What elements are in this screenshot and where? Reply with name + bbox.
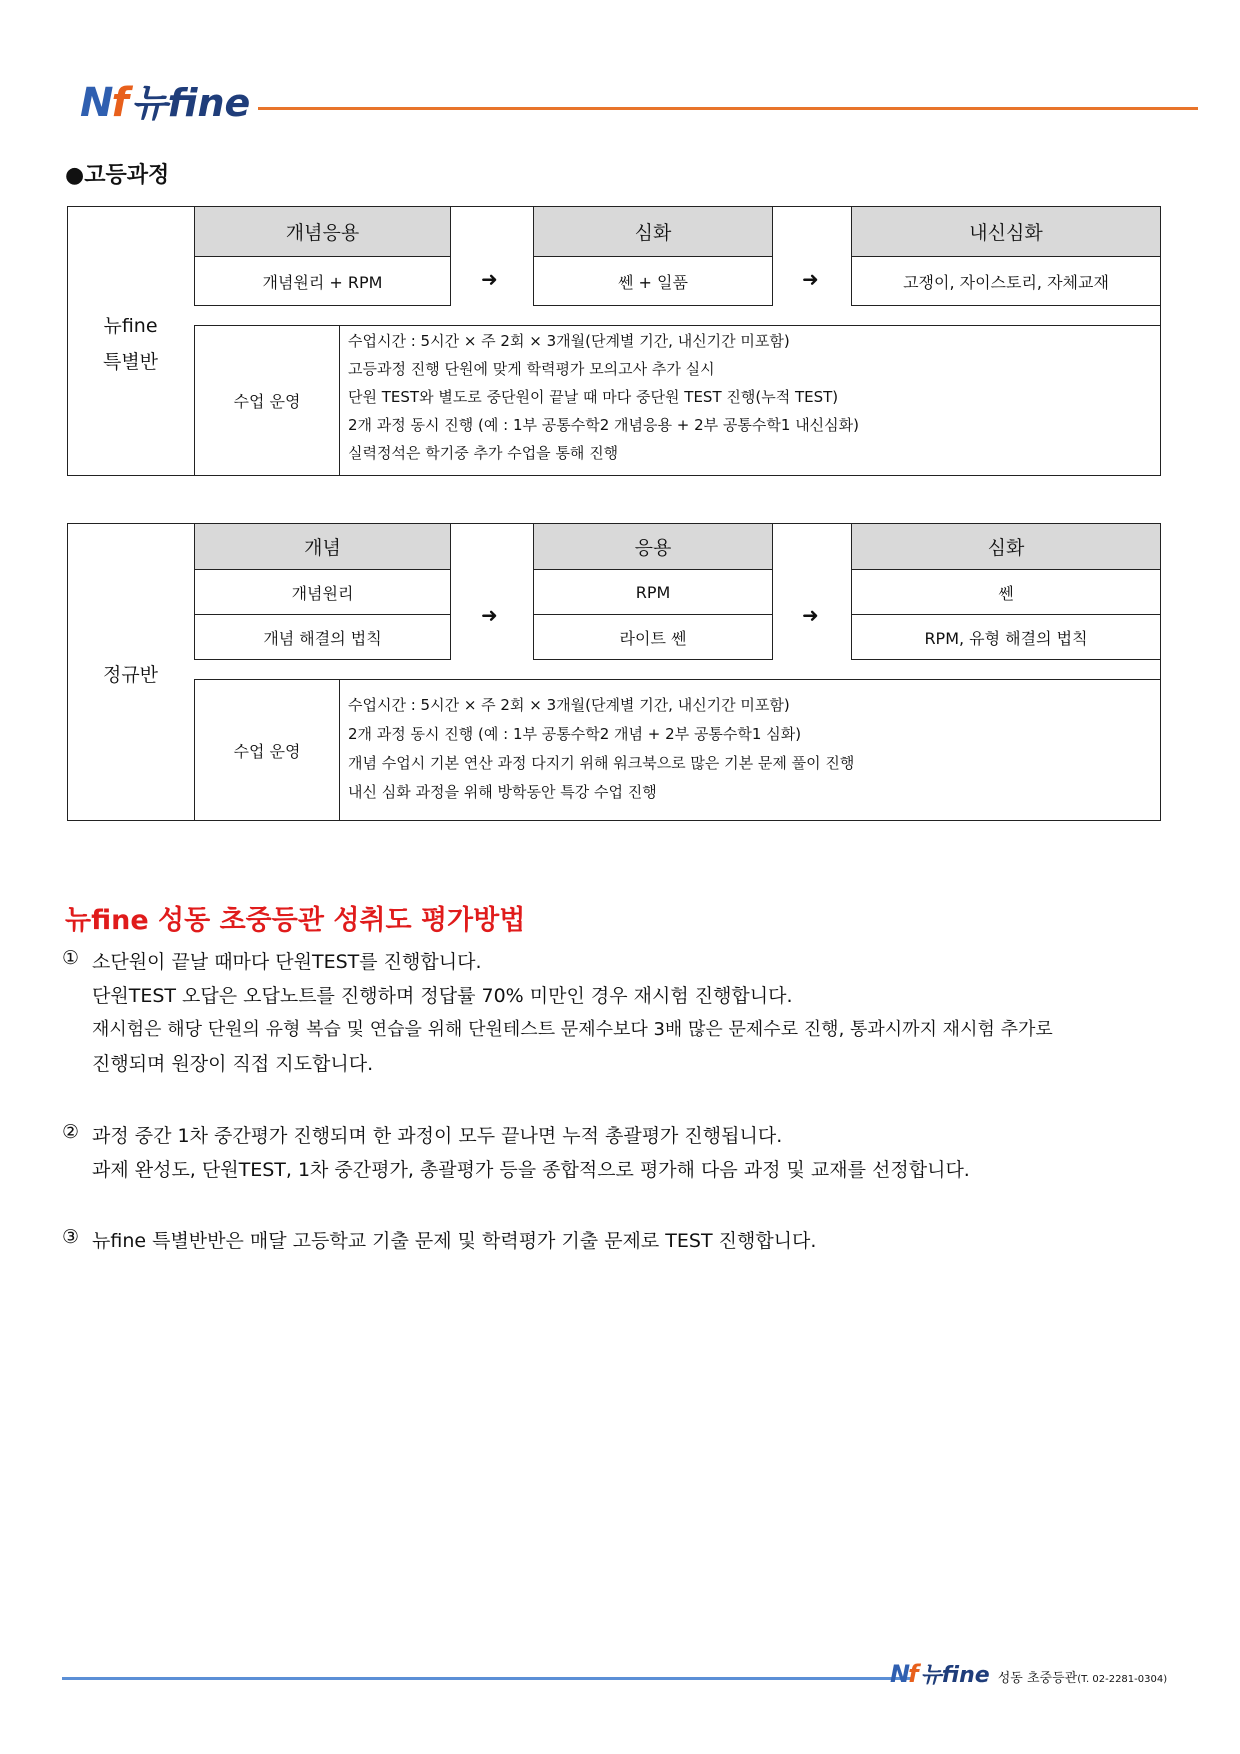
regular-stage-1-row1: 개념원리 [194,569,451,615]
footer-logo-text: 뉴fine [920,1663,990,1688]
eval-item-1-line: 진행되며 원장이 직접 지도합니다. [92,1053,374,1075]
regular-stage-1-title: 개념 [194,523,451,570]
regular-ops-line: 내신 심화 과정을 위해 방학동안 특강 수업 진행 [348,783,657,801]
special-ops-label: 수업 운영 [194,325,340,476]
special-ops-line: 단원 TEST와 별도로 중단원이 끝날 때 마다 중단원 TEST 진행(누적 TEST) [348,388,839,406]
header-logo [80,72,250,127]
regular-ops-label: 수업 운영 [194,679,340,821]
regular-stage-3-row1: 쎈 [851,569,1161,615]
regular-stage-3-title: 심화 [851,523,1161,570]
special-row-label-1: 뉴fine [103,315,158,337]
regular-stage-1-row2: 개념 해결의 법칙 [194,614,451,660]
special-stage-2-content: 쎈 + 일품 [533,256,773,306]
regular-ops-line: 수업시간 : 5시간 × 주 2회 × 3개월(단계별 기간, 내신기간 미포함) [348,696,790,714]
special-ops-line: 실력정석은 학기중 추가 수업을 통해 진행 [348,444,619,462]
special-stage-3-title: 내신심화 [851,206,1161,257]
special-ops-line: 수업시간 : 5시간 × 주 2회 × 3개월(단계별 기간, 내신기간 미포함) [348,332,790,350]
eval-item-2-line: 과제 완성도, 단원TEST, 1차 중간평가, 총괄평가 등을 종합적으로 평가해 다음 과정 및 교재를 선정합니다. [92,1159,970,1181]
section-title: ●고등과정 [65,163,170,188]
footer-branch-name: 성동 초중등관 [997,1671,1078,1686]
eval-item-1-line: 단원TEST 오답은 오답노트를 진행하며 정답률 70% 미만인 경우 재시험 진행합니다. [92,985,793,1007]
special-stage-2-title: 심화 [533,206,773,257]
arrow-icon: ➜ [481,267,498,291]
arrow-icon: ➜ [802,603,819,627]
header-divider [258,107,1198,110]
special-row-label [67,308,194,380]
footer-tel: (T. 02-2281-0304) [1077,1674,1168,1685]
special-ops-line: 고등과정 진행 단원에 맞게 학력평가 모의고사 추가 실시 [348,360,715,378]
eval-item-3-line: 뉴fine 특별반반은 매달 고등학교 기출 문제 및 학력평가 기출 문제로 TEST 진행합니다. [92,1230,817,1252]
eval-item-1-line: 재시험은 해당 단원의 유형 복습 및 연습을 위해 단원테스트 문제수보다 3배 많은 문제수로 진행, 통과시까지 재시험 추가로 [92,1019,1053,1040]
regular-stage-2-row1: RPM [533,569,773,615]
special-stage-1-content: 개념원리 + RPM [194,256,451,306]
logo-mark: Nf [80,80,127,126]
evaluation-title: 뉴fine 성동 초중등관 성취도 평가방법 [65,905,526,936]
arrow-icon: ➜ [481,603,498,627]
special-ops-line: 2개 과정 동시 진행 (예 : 1부 공통수학2 개념응용 + 2부 공통수학1 내신심화) [348,416,860,434]
eval-item-2-line: 과정 중간 1차 중간평가 진행되며 한 과정이 모두 끝나면 누적 총괄평가 진행됩니다. [92,1125,783,1147]
footer-branch [998,1667,1167,1686]
footer-divider [62,1677,912,1680]
special-ops-list [348,327,859,467]
regular-stage-2-row2: 라이트 쎈 [533,614,773,660]
footer-logo [890,1658,1167,1689]
eval-marker: ② [62,1121,80,1143]
regular-ops-line: 개념 수업시 기본 연산 과정 다지기 위해 워크북으로 많은 기본 문제 풀이 진행 [348,754,855,772]
regular-ops-list [348,691,854,807]
regular-ops-line: 2개 과정 동시 진행 (예 : 1부 공통수학2 개념 + 2부 공통수학1 심화) [348,725,802,743]
regular-stage-3-row2: RPM, 유형 해결의 법칙 [851,614,1161,660]
special-row-label-2: 특별반 [102,351,159,373]
eval-marker: ③ [62,1226,80,1248]
arrow-icon: ➜ [802,267,819,291]
special-stage-3-content: 고쟁이, 자이스토리, 자체교재 [851,256,1161,306]
footer-logo-mark: Nf [890,1660,917,1688]
special-stage-1-title: 개념응용 [194,206,451,257]
regular-stage-2-title: 응용 [533,523,773,570]
regular-row-label: 정규반 [102,664,159,686]
eval-item-1-line: 소단원이 끝날 때마다 단원TEST를 진행합니다. [92,951,482,973]
logo-text: 뉴fine [130,81,251,125]
eval-marker: ① [62,947,80,969]
